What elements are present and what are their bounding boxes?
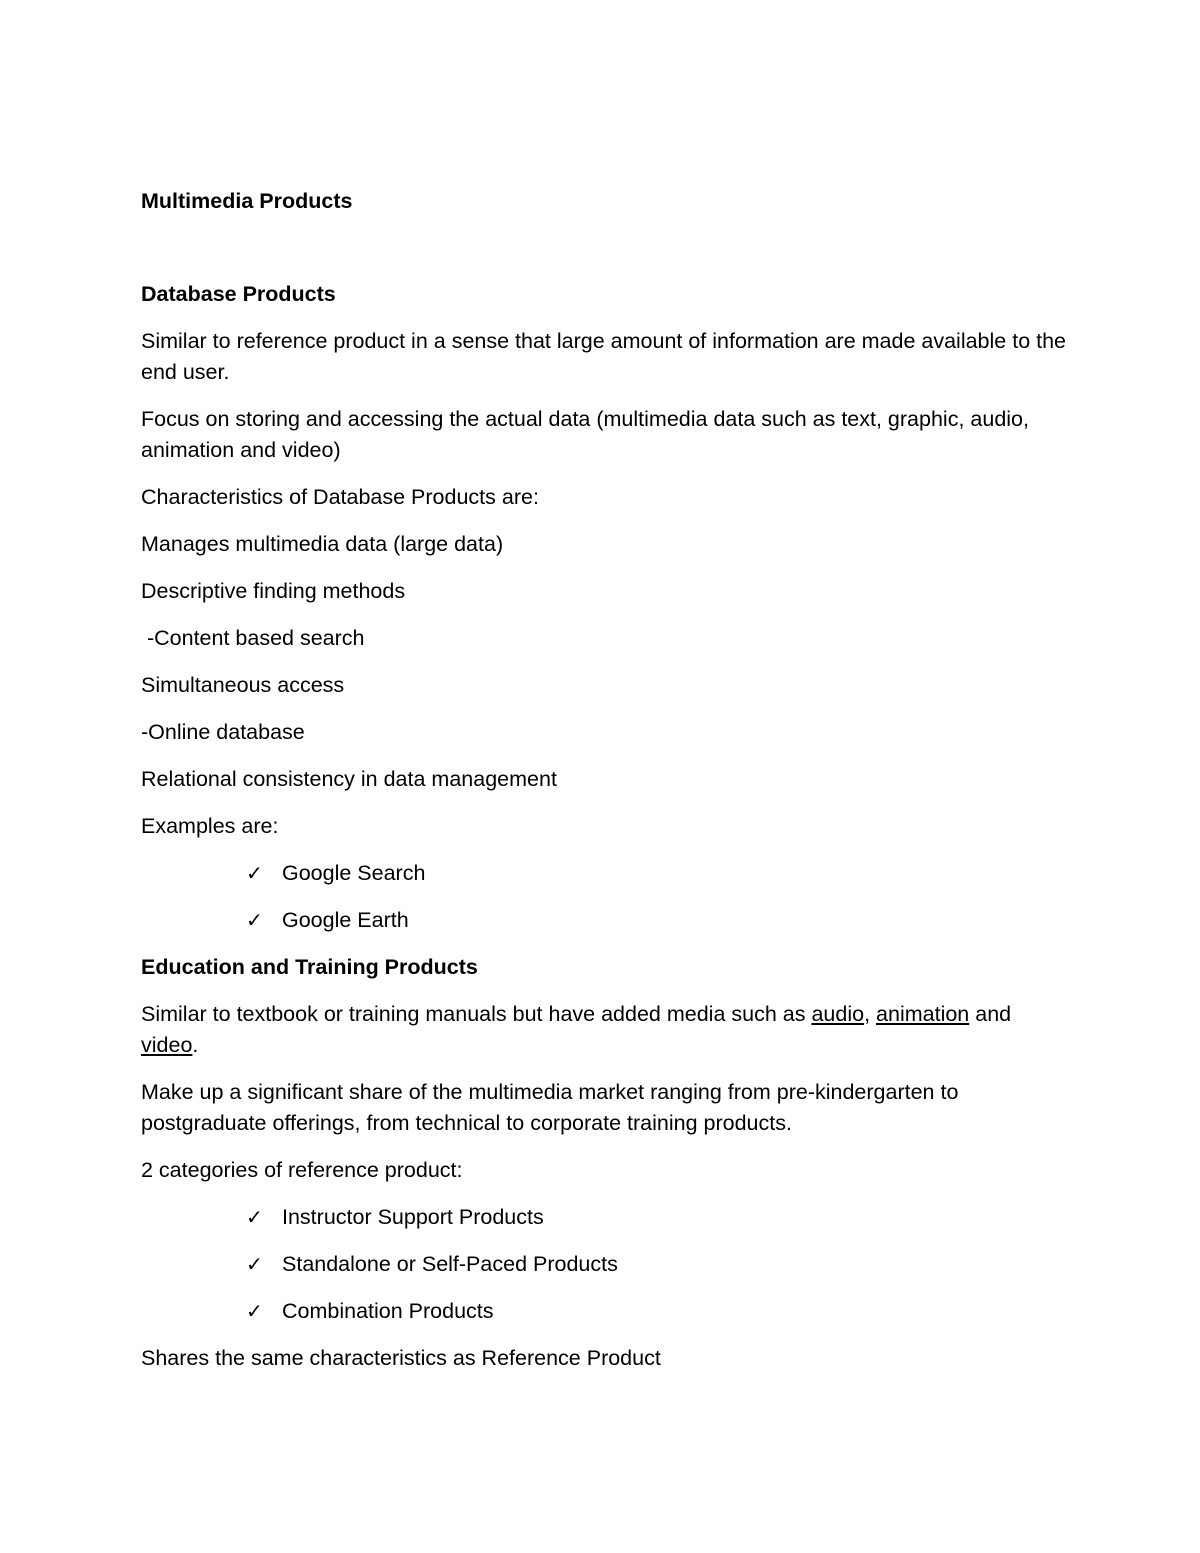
checkmark-icon: ✓ xyxy=(246,1205,263,1229)
list-item xyxy=(141,1202,1071,1233)
education-paragraph-1 xyxy=(141,999,1071,1061)
education-p1-mid: and xyxy=(969,1002,1012,1026)
audio-link[interactable]: audio xyxy=(811,1002,865,1026)
database-products-heading: Database Products xyxy=(141,282,336,306)
list-item xyxy=(141,858,1071,889)
education-paragraph-2: Make up a significant share of the multimedia market ranging from pre-kindergarten to postgraduate offerings, from technical to corporate training products. xyxy=(141,1080,959,1135)
database-characteristic-3: Simultaneous access xyxy=(141,673,345,697)
checkmark-icon: ✓ xyxy=(246,1252,263,1276)
education-closing-paragraph: Shares the same characteristics as Reference Product xyxy=(141,1346,661,1370)
category-label: Combination Products xyxy=(282,1299,494,1323)
checkmark-icon: ✓ xyxy=(246,1299,263,1323)
checkmark-icon: ✓ xyxy=(246,861,263,885)
database-characteristics-intro: Characteristics of Database Products are: xyxy=(141,485,539,509)
education-p1-sep: , xyxy=(864,1002,877,1026)
checkmark-icon: ✓ xyxy=(246,908,263,932)
database-examples-intro: Examples are: xyxy=(141,814,279,838)
document-title: Multimedia Products xyxy=(141,189,353,213)
database-characteristic-4: Relational consistency in data management xyxy=(141,767,557,791)
education-p1-end: . xyxy=(192,1033,199,1057)
database-paragraph-1: Similar to reference product in a sense that large amount of information are made available to the end user. xyxy=(141,329,1067,384)
list-item xyxy=(141,905,1071,936)
category-label: Instructor Support Products xyxy=(282,1205,544,1229)
document-body xyxy=(141,186,1071,1374)
education-products-heading: Education and Training Products xyxy=(141,955,478,979)
database-paragraph-2: Focus on storing and accessing the actual data (multimedia data such as text, graphic, audio, animation and video) xyxy=(141,407,1029,462)
education-categories-intro: 2 categories of reference product: xyxy=(141,1158,463,1182)
database-characteristic-3-detail: -Online database xyxy=(141,720,305,744)
example-label: Google Search xyxy=(282,861,426,885)
list-item xyxy=(141,1249,1071,1280)
education-p1-text: Similar to textbook or training manuals but have added media such as xyxy=(141,1002,812,1026)
list-item xyxy=(141,1296,1071,1327)
database-characteristic-2: Descriptive finding methods xyxy=(141,579,406,603)
database-characteristic-1: Manages multimedia data (large data) xyxy=(141,532,504,556)
database-characteristic-2-detail: -Content based search xyxy=(141,626,365,650)
example-label: Google Earth xyxy=(282,908,409,932)
category-label: Standalone or Self-Paced Products xyxy=(282,1252,618,1276)
video-link[interactable]: video xyxy=(141,1033,193,1057)
animation-link[interactable]: animation xyxy=(876,1002,970,1026)
